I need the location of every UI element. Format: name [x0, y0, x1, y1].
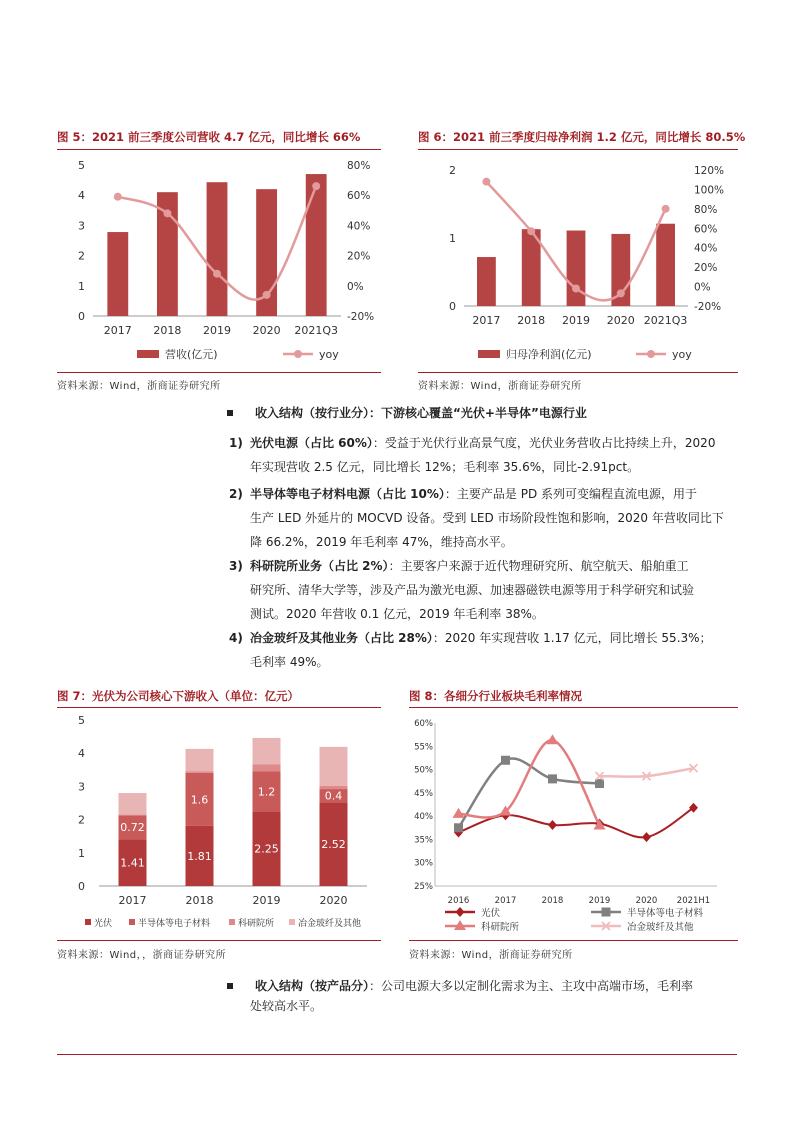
bullet-square-icon	[227, 983, 233, 989]
y-tick-label: 3	[78, 219, 85, 233]
x-tick-label: 2020	[635, 896, 658, 906]
legend-line-marker	[294, 350, 302, 358]
fig8-chart	[409, 710, 738, 940]
stack-segment	[186, 771, 214, 773]
segment-value-label: 1.81	[187, 849, 212, 863]
y2-tick-label: 20%	[347, 250, 371, 263]
fig6-chart	[418, 152, 738, 368]
legend-line-marker	[647, 350, 655, 358]
segment-value-label: 0.4	[324, 789, 343, 803]
x-tick-label: 2019	[252, 894, 281, 907]
y-tick-label: 0	[449, 300, 456, 313]
legend-bar-swatch	[478, 350, 500, 358]
yoy-point	[114, 193, 122, 201]
x-tick-label: 2021H1	[676, 896, 711, 906]
y-tick-label: 1	[449, 232, 456, 245]
fig6-top-rule	[418, 149, 738, 150]
data-point	[548, 774, 557, 783]
item-number: 3)	[229, 559, 243, 573]
section2-line-1: ：公司电源大多以定制化需求为主、主攻中高端市场，毛利率	[369, 979, 694, 993]
data-point	[547, 734, 559, 744]
fig5-title: 图 5：2021 前三季度公司营收 4.7 亿元，同比增长 66%	[57, 130, 361, 144]
yoy-point	[263, 291, 271, 299]
fig7-bottom-rule	[57, 940, 381, 941]
y2-tick-label: 80%	[694, 203, 718, 216]
fig7-source: 资料来源：Wind，，浙商证券研究所	[57, 950, 227, 961]
y-tick-label: 25%	[414, 882, 433, 892]
stack-segment	[253, 764, 281, 771]
x-tick-label: 2018	[153, 324, 182, 337]
legend-label: 半导体等电子材料	[627, 908, 704, 919]
y2-tick-label: 80%	[347, 160, 371, 172]
data-point	[642, 832, 651, 842]
legend-bar-label: 营收(亿元)	[165, 348, 218, 361]
y-tick-label: 2	[78, 249, 85, 263]
y-tick-label: 2	[78, 813, 85, 827]
y2-tick-label: -20%	[694, 301, 722, 313]
legend-swatch	[289, 919, 295, 925]
item-number: 1)	[229, 436, 243, 450]
stack-segment	[119, 793, 147, 815]
legend-swatch	[85, 919, 91, 925]
x-tick-label: 2020	[606, 314, 635, 327]
y2-tick-label: 0%	[694, 281, 711, 294]
y-tick-label: 30%	[414, 858, 433, 869]
legend-label: 科研院所	[238, 919, 275, 929]
yoy-point	[213, 270, 221, 278]
yoy-point	[163, 209, 171, 217]
item-line: 降 66.2%，2019 年毛利率 47%，维持高水平。	[250, 535, 513, 549]
item-line: 毛利率 49%。	[250, 655, 329, 669]
item-number: 2)	[229, 487, 243, 501]
legend-bar-swatch	[137, 350, 159, 358]
item-line: 测试。2020 年营收 0.1 亿元，2019 年毛利率 38%。	[250, 607, 544, 621]
yoy-point	[572, 285, 580, 293]
data-point	[501, 756, 510, 765]
yoy-point	[617, 289, 625, 297]
section1-heading-text: 收入结构（按行业分）：下游核心覆盖“光伏+半导体”电源行业	[255, 406, 587, 420]
item-bold-label: 冶金玻纤及其他业务（占比 28%）	[250, 631, 433, 645]
y2-tick-label: 60%	[347, 190, 371, 203]
y-tick-label: 50%	[414, 765, 433, 776]
yoy-point	[662, 205, 670, 213]
item-text: ：主要客户来源于近代物理研究所、航空航天、船舶重工	[388, 559, 689, 573]
fig8-title: 图 8：各细分行业板块毛利率情况	[409, 689, 583, 703]
data-point	[456, 907, 465, 917]
legend-label: 光伏	[94, 919, 113, 929]
item-text: ：2020 年实现营收 1.17 亿元，同比增长 55.3%；	[432, 631, 712, 645]
fig6-bottom-rule	[418, 372, 738, 373]
section2-heading	[227, 977, 693, 994]
x-tick-label: 2017	[494, 896, 517, 906]
item-line	[250, 626, 712, 650]
x-tick-label: 2021Q3	[294, 324, 339, 337]
y-tick-label: 0	[78, 310, 85, 323]
section2-heading-bold: 收入结构（按产品分）	[255, 979, 370, 993]
x-tick-label: 2017	[118, 894, 147, 907]
fig8-bottom-rule	[409, 940, 738, 941]
item-line: 生产 LED 外延片的 MOCVD 设备。受到 LED 市场阶段性饱和影响，2020 年营收同比下	[250, 511, 724, 525]
y-tick-label: 45%	[414, 788, 433, 799]
x-tick-label: 2017	[472, 314, 501, 327]
item-text: ：主要产品是 PD 系列可变编程直流电源，用于	[444, 487, 698, 501]
fig5-bottom-rule	[57, 372, 381, 373]
fig6-source: 资料来源：Wind，浙商证券研究所	[418, 381, 582, 392]
yoy-point	[312, 182, 320, 190]
stack-segment	[186, 749, 214, 771]
legend-swatch	[229, 919, 235, 925]
item-bold-label: 半导体等电子材料电源（占比 10%）	[250, 487, 445, 501]
fig7-chart	[57, 710, 381, 940]
item-number: 4)	[229, 631, 243, 645]
data-point	[602, 908, 611, 917]
x-tick-label: 2021Q3	[643, 314, 688, 327]
x-tick-label: 2017	[103, 324, 132, 337]
bar	[477, 257, 496, 306]
bar	[207, 182, 228, 316]
data-point	[548, 820, 557, 830]
y-tick-label: 2	[449, 164, 456, 177]
bar	[567, 231, 586, 306]
bar	[306, 174, 327, 316]
y2-tick-label: 40%	[347, 220, 371, 233]
fig5-source: 资料来源：Wind，浙商证券研究所	[57, 381, 221, 392]
item-text: ：受益于光伏行业高景气度，光伏业务营收占比持续上升，2020	[372, 436, 716, 450]
y-tick-label: 4	[78, 189, 85, 203]
y2-tick-label: 0%	[347, 280, 364, 293]
item-line	[250, 554, 689, 578]
x-tick-label: 2018	[185, 894, 214, 907]
segment-value-label: 1.6	[190, 793, 209, 807]
item-line	[250, 431, 715, 455]
stack-segment	[119, 815, 147, 816]
yoy-point	[527, 227, 535, 235]
item-bold-label: 光伏电源（占比 60%）	[250, 436, 373, 450]
legend-label: 半导体等电子材料	[138, 919, 211, 929]
y-tick-label: 1	[78, 846, 85, 860]
y2-tick-label: 60%	[694, 223, 718, 236]
y-tick-label: 40%	[414, 812, 433, 823]
yoy-point	[482, 178, 490, 186]
legend-label: 科研院所	[481, 922, 520, 933]
legend-line-label: yoy	[672, 348, 692, 361]
y2-tick-label: 120%	[694, 165, 725, 177]
legend-swatch	[129, 919, 135, 925]
segment-value-label: 0.72	[120, 821, 145, 835]
segment-value-label: 1.41	[120, 856, 145, 870]
y-tick-label: 60%	[414, 719, 433, 729]
y-tick-label: 35%	[414, 835, 433, 846]
fig8-source: 资料来源：Wind，浙商证券研究所	[409, 950, 573, 961]
bar	[107, 232, 128, 316]
x-tick-label: 2016	[447, 896, 470, 906]
data-point	[454, 823, 463, 832]
legend-label: 冶金玻纤及其他	[627, 922, 694, 933]
y-tick-label: 5	[78, 159, 85, 172]
section2-line-2: 处较高水平。	[250, 999, 323, 1013]
series-line	[459, 808, 694, 838]
x-tick-label: 2019	[203, 324, 231, 337]
x-tick-label: 2020	[319, 894, 348, 907]
y2-tick-label: -20%	[347, 311, 375, 323]
y-tick-label: 5	[78, 714, 85, 727]
fig7-top-rule	[57, 707, 381, 708]
item-bold-label: 科研院所业务（占比 2%）	[250, 559, 389, 573]
y2-tick-label: 100%	[694, 184, 725, 197]
x-tick-label: 2019	[562, 314, 590, 327]
stack-segment	[253, 738, 281, 765]
fig8-top-rule	[409, 707, 738, 708]
segment-value-label: 2.25	[254, 842, 279, 856]
legend-label: 冶金玻纤及其他	[298, 919, 362, 929]
item-line: 年实现营收 2.5 亿元，同比增长 12%；毛利率 35.6%，同比-2.91pct。	[250, 460, 640, 474]
bar	[656, 224, 675, 306]
segment-value-label: 1.2	[257, 785, 276, 799]
x-tick-label: 2018	[517, 314, 546, 327]
y2-tick-label: 40%	[694, 242, 718, 255]
fig7-title: 图 7：光伏为公司核心下游收入（单位：亿元）	[57, 689, 300, 703]
x-tick-label: 2019	[588, 896, 611, 906]
item-line: 研究所、清华大学等，涉及产品为激光电源、加速器磁铁电源等用于科学研究和试验	[250, 583, 695, 597]
data-point	[689, 803, 698, 813]
bullet-square-icon	[227, 410, 233, 416]
y2-tick-label: 20%	[694, 262, 718, 275]
stack-segment	[320, 747, 348, 786]
y-tick-label: 4	[78, 747, 85, 761]
legend-line-label: yoy	[319, 348, 339, 361]
x-tick-label: 2020	[252, 324, 281, 337]
x-tick-label: 2018	[541, 896, 564, 906]
fig5-top-rule	[57, 149, 381, 150]
fig6-title: 图 6：2021 前三季度归母净利润 1.2 亿元，同比增长 80.5%	[418, 130, 746, 144]
y-tick-label: 1	[78, 279, 85, 293]
y-tick-label: 0	[78, 880, 85, 893]
item-line	[250, 482, 697, 506]
legend-bar-label: 归母净利润(亿元)	[506, 348, 592, 361]
section1-heading	[227, 404, 587, 421]
fig5-chart	[57, 152, 381, 368]
footer-rule	[57, 1054, 737, 1055]
segment-value-label: 2.52	[321, 838, 346, 852]
stack-segment	[320, 786, 348, 789]
data-point	[453, 808, 465, 818]
legend-label: 光伏	[481, 908, 501, 919]
y-tick-label: 55%	[414, 742, 433, 753]
y-tick-label: 3	[78, 780, 85, 794]
